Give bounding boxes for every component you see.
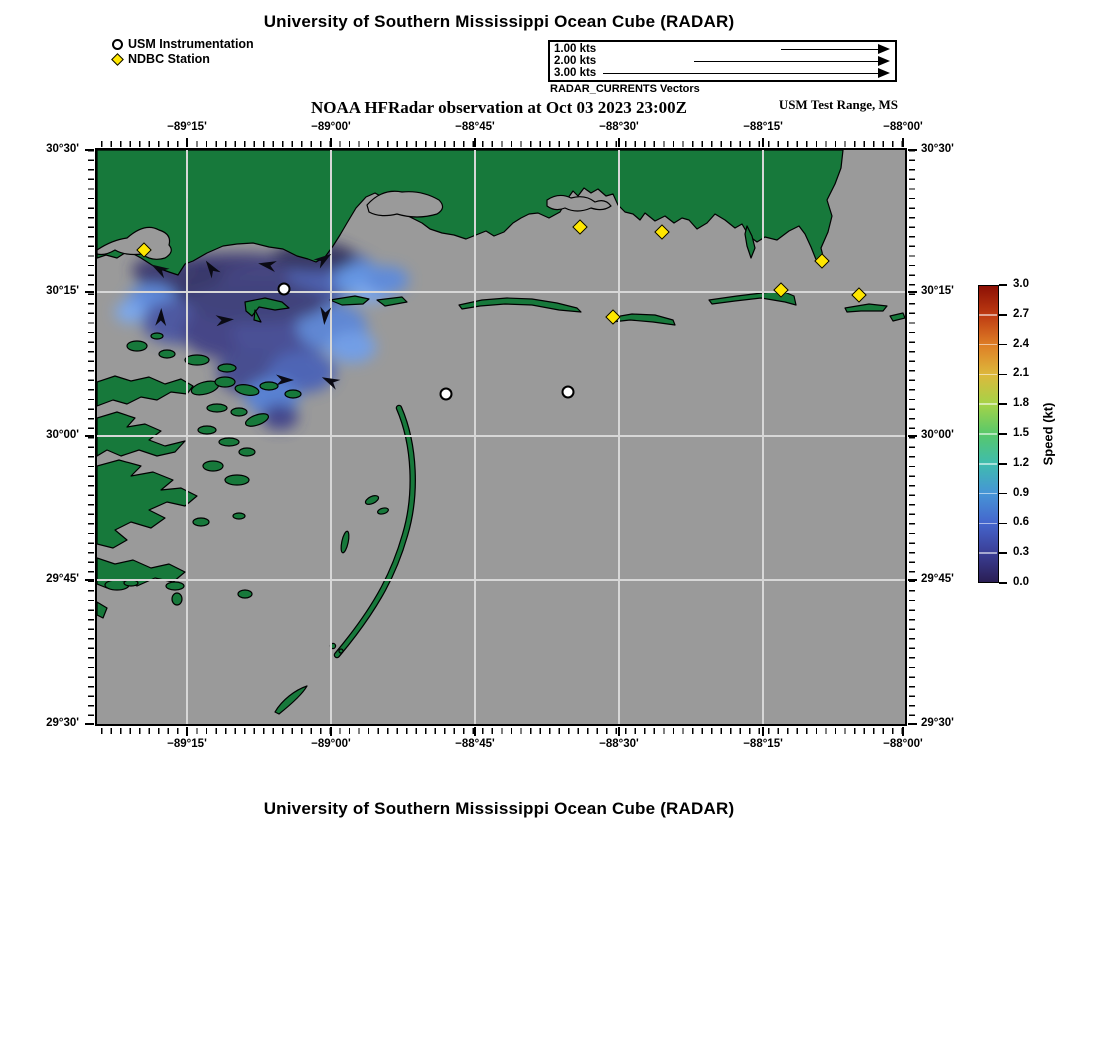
x-axis-label: −88°00' [883,738,923,750]
marsh-islet [225,475,249,485]
curlew-islet-2 [377,507,389,515]
colorbar-segment-line [979,463,997,465]
usm-station-marker [439,388,452,401]
major-tick-top [186,138,188,147]
legend-item-label: USM Instrumentation [128,37,254,51]
colorbar-tick [999,493,1007,495]
colorbar-tick [999,552,1007,554]
major-tick-top [618,138,620,147]
legend-item-circle [112,37,254,51]
major-tick-right [908,435,917,437]
gridline-vertical [762,150,764,724]
minor-ticks-top [97,141,905,147]
major-tick-top [330,138,332,147]
colorbar-title: Speed (kt) [1040,402,1056,466]
current-vector-arrow-icon [317,304,333,327]
curlew-islet-3 [340,531,351,554]
x-axis-label: −89°15' [167,121,207,133]
east-edge-islet [890,313,905,321]
map-svg [97,150,905,724]
marsh-islet [244,411,270,429]
major-tick-left [85,723,94,725]
marsh-islet [285,390,301,398]
major-tick-right [908,291,917,293]
y-axis-label: 30°30' [921,143,954,155]
colorbar-tick [999,314,1007,316]
x-axis-label: −88°15' [743,121,783,133]
x-axis-label: −89°00' [311,121,351,133]
vector-scale-row-label: 2.00 kts [554,55,597,67]
gridline-vertical [330,150,332,724]
colorbar-tick [999,433,1007,435]
ndbc-station-icon [111,53,124,66]
gridline-horizontal [97,579,905,581]
colorbar-tick [999,344,1007,346]
colorbar-tick [999,523,1007,525]
marsh-c [97,460,197,548]
colorbar-tick [999,463,1007,465]
x-axis-label: −88°30' [599,738,639,750]
y-axis-label: 29°45' [46,572,79,585]
marsh-islet [159,350,175,358]
vector-scale-row [554,43,891,55]
x-axis-label: −88°00' [883,121,923,133]
y-axis-label: 30°30' [46,143,79,155]
major-tick-left [85,435,94,437]
minor-ticks-right [909,150,915,724]
marsh-islet [207,404,227,412]
colorbar-tick-label: 2.7 [1013,307,1029,320]
vector-scale-arrowhead-icon [878,44,890,54]
map-plot-area [46,121,954,750]
x-axis-label: −88°15' [743,738,783,750]
marsh-a [97,376,193,406]
colorbar-segment-line [979,344,997,346]
observation-subtitle: NOAA HFRadar observation at Oct 03 2023 23:00Z [310,98,688,117]
major-tick-left [85,291,94,293]
y-axis-label: 30°00' [921,429,954,442]
y-axis-label: 30°15' [46,285,79,297]
vector-scale-box [548,40,897,82]
speed-blob [328,331,376,363]
usm-station-marker [561,385,574,398]
footer-title: University of Southern Mississippi Ocean Cube (RADAR) [263,799,735,818]
map-canvas [97,150,905,724]
major-tick-top [902,138,904,147]
marsh-islet [124,580,138,586]
major-tick-left [85,149,94,151]
vector-scale-shaft [603,73,879,75]
marsh-islet [219,438,239,446]
major-tick-left [85,579,94,581]
horn-island [459,298,581,312]
gridline-vertical [474,150,476,724]
colorbar-tick-label: 3.0 [1013,278,1029,290]
colorbar-segment-line [979,314,997,316]
colorbar-tick-label: 0.6 [1013,516,1029,529]
major-tick-right [908,579,917,581]
major-tick-bottom [474,727,476,736]
x-axis-label: −88°45' [455,121,495,133]
major-tick-bottom [186,727,188,736]
vector-scale-row [554,67,891,79]
breton-island [275,686,307,714]
colorbar-tick-label: 2.4 [1013,337,1029,350]
marsh-islet [127,341,147,351]
colorbar-segment-line [979,493,997,495]
marsh-islet [193,518,209,526]
major-tick-right [908,149,917,151]
major-tick-top [762,138,764,147]
back-bay-biloxi [547,195,611,211]
colorbar-tick [999,374,1007,376]
colorbar [978,278,1056,588]
fort-morgan-sliver [845,304,887,312]
colorbar-tick-label: 0.9 [1013,486,1029,499]
symbol-legend [112,37,332,69]
legend-item-label: NDBC Station [128,52,210,66]
minor-ticks-left [88,150,94,724]
current-vector-arrow-icon [213,312,236,328]
colorbar-tick-label: 1.2 [1013,456,1029,469]
minor-ticks-bottom [97,728,905,734]
y-axis-label: 30°00' [46,429,79,442]
gridline-horizontal [97,435,905,437]
test-range-label: USM Test Range, MS [778,97,898,112]
marsh-b [97,412,185,456]
colorbar-tick-label: 1.8 [1013,397,1029,410]
colorbar-tick-label: 1.5 [1013,427,1029,439]
marsh-islet [203,461,223,471]
colorbar-segment-line [979,433,997,435]
major-tick-bottom [902,727,904,736]
colorbar-tick [999,403,1007,405]
y-axis-label: 29°30' [921,717,954,729]
marsh-islet [231,408,247,416]
marsh-islet [233,513,245,519]
colorbar-tick-label: 2.1 [1013,367,1029,380]
marsh-islet [198,426,216,434]
marsh-islet [238,590,252,598]
vector-scale-row-label: 3.00 kts [554,67,597,79]
vector-scale-arrowhead-icon [878,56,890,66]
marsh-islet [172,593,182,605]
major-tick-top [474,138,476,147]
page-title: University of Southern Mississippi Ocean Cube (RADAR) [263,12,735,31]
marsh-edge-islet [97,602,107,618]
x-axis-label: −89°15' [167,738,207,750]
legend-item-diamond [112,52,210,66]
vector-scale-shaft [781,49,879,51]
colorbar-segment-line [979,552,997,554]
marsh-islet [151,333,163,339]
gridline-vertical [186,150,188,724]
colorbar-tick [999,582,1007,584]
vector-scale-arrowhead-icon [878,68,890,78]
marsh-islet [215,377,235,387]
breton-islet-2 [339,649,343,653]
x-axis-label: −88°30' [599,121,639,133]
colorbar-segment-line [979,374,997,376]
land-layer [97,150,905,714]
colorbar-segment-line [979,403,997,405]
marsh-islet [185,355,209,365]
major-tick-bottom [330,727,332,736]
x-axis-label: −88°45' [455,738,495,750]
y-axis-label: 30°15' [921,285,954,297]
marsh-islet [166,582,184,590]
marsh-islet [239,448,255,456]
vector-scale-shaft [694,61,879,63]
colorbar-tick [999,284,1007,286]
colorbar-segment-line [979,523,997,525]
usm-instrumentation-icon [112,39,123,50]
y-axis-label: 29°45' [921,572,954,585]
y-axis-label: 29°30' [46,717,79,729]
major-tick-right [908,723,917,725]
current-vector-arrow-icon [154,306,169,328]
current-vector-arrow-icon [274,373,296,387]
speed-blob [365,266,409,294]
marsh-islet [218,364,236,372]
vector-scale-row [554,55,891,67]
speed-blob [115,301,145,323]
vector-scale-caption: RADAR_CURRENTS Vectors [550,83,700,95]
colorbar-tick-label: 0.0 [1013,576,1029,588]
major-tick-bottom [618,727,620,736]
colorbar-tick-label: 0.3 [1013,546,1029,559]
gridline-vertical [618,150,620,724]
major-tick-bottom [762,727,764,736]
x-axis-label: −89°00' [311,738,351,750]
vector-scale-row-label: 1.00 kts [554,43,597,55]
curlew-islet-1 [364,494,380,506]
usm-station-marker [277,283,290,296]
